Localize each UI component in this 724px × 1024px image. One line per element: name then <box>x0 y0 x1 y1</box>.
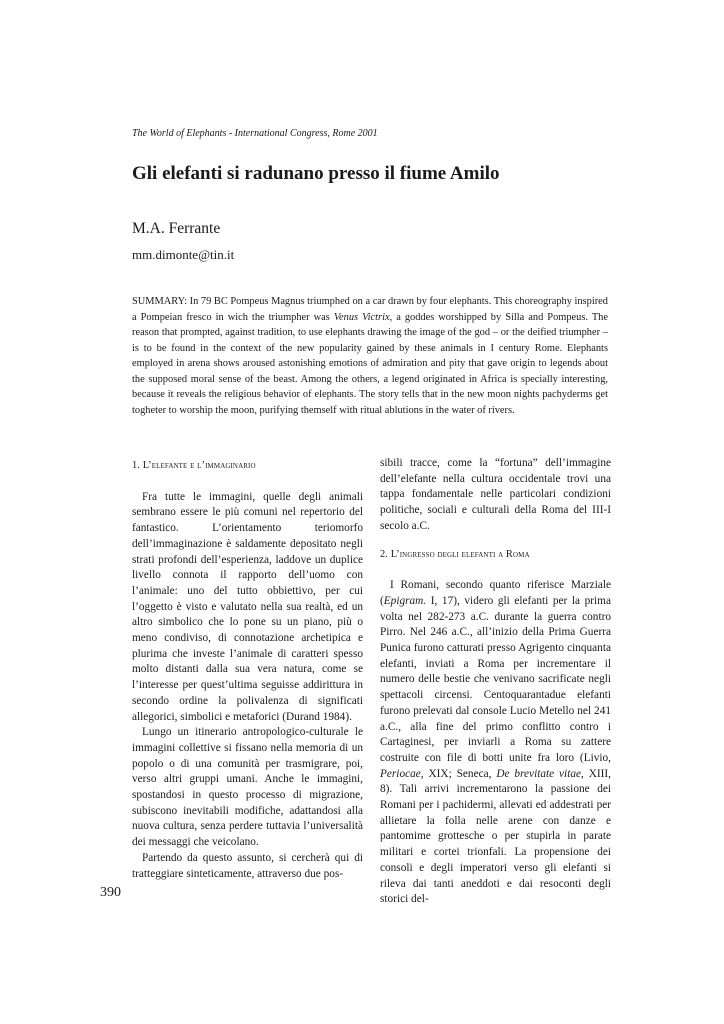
paragraph: Lungo un itinerario antropologico-culturale le immagini collettive si fissano nella memoria di un popolo o di una comunità per trasmigrare, poi, verso altri gruppi umani. Anche le immagini, spostandosi in questo processo di migrazione, subiscono inevitabili modifiche, adattandosi alla nuova cultura, senza perdere tuttavia l’universalità dei messaggi che veicolano. <box>132 726 363 849</box>
text-run: I Romani, secondo quanto riferisce Marziale ( <box>380 579 611 607</box>
paragraph: Fra tutte le immagini, quelle degli animali sembrano essere le più comuni nel repertorio del fantastico. L’orientamento teriomorfo dell’immaginazione è saldamente depositato negli strati profondi dell’esperienza, laddove un duplice livello connota il rapporto dell’uomo con l’animale: uno del tutto obbiettivo, per cui l’oggetto è visto e valutato nella sua realtà, ed un altro simbolico che lo pone su un piano, più o meno condiviso, di connotazione archetipica e plurima che investe l’animale di caratteri spesso molto distanti dalla sua vera natura, come se l’interesse per quest’ultima seguisse addirittura in secondo ordine la polivalenza di significati allegorici, simbolici e metaforici (Durand 1984). <box>132 490 363 723</box>
text-run: I, 17), videro gli elefanti per la prima volta nel 282-273 a.C. durante la guerra contro Pirro. Nel 246 a.C., all’inizio della Prima Guerra Punica furono catturati presso Agrigento cinquanta elefanti, inviati a Roma per incrementare il numero delle bestie che venivano sacrificate negli spettacoli circensi. Centoquarantadue elefanti furono prelevati dal console Lucio Metello nel 241 a.C., alla fine del primo conflitto contro i Cartaginesi, per inviarli a Roma su zattere costruite con file di botti unite fra loro (Livio, <box>380 594 611 764</box>
paragraph-continuation: sibili tracce, come la “fortuna” dell’immagine dell’elefante nella cultura occidentale trovi una tappa fondamentale nelle particolari condizioni politiche, sociali e culturali della Roma del III-I secolo a.C. <box>380 457 611 532</box>
text-run: , XIII, 8). Tali arrivi incrementarono la passione dei Romani per i pachidermi, allevati ed addestrati per allietare la folla nelle arene con danze e pantomime grottesche o per stupirla in parate militari e cortei trionfali. La propensione dei consoli e degli imperatori verso gli elefanti si rileva dai tanti aneddoti e dai resoconti degli storici del- <box>380 767 612 906</box>
left-column <box>132 456 363 882</box>
paragraph: Partendo da questo assunto, si cercherà qui di tratteggiare sinteticamente, attraverso due pos- <box>132 851 363 880</box>
summary-text-2: , a goddes worshipped by Silla and Pompeus. The reason that prompted, against tradition, to use elephants drawing the image of the god – or the deified triumpher – is to be found in the context of the new popularity gained by these animals in I century Rome. Elephants employed in arena shows aroused astonishing emotions of admiration and pity that gave origin to legends about the supposed moral sense of the beast. Among the others, a legend originated in Africa is specially interesting, because it reveals the religious behavior of elephants. The story tells that in the new moon nights pachyderms get togheter to worship the moon, purifying themself with ritual ablutions in the water of rivers. <box>132 311 608 416</box>
author-email: mm.dimonte@tin.it <box>132 247 235 262</box>
page-number: 390 <box>100 885 121 900</box>
summary-venus-victrix: Venus Victrix <box>333 311 390 323</box>
running-head: The World of Elephants - International Congress, Rome 2001 <box>132 128 378 139</box>
citation-epigram: Epigram. <box>383 594 427 607</box>
section-heading-2: 2. L’ingresso degli elefanti a Roma <box>380 548 530 560</box>
citation-periocae: Periocae <box>380 767 421 780</box>
section-heading-1: 1. L’elefante e l’immaginario <box>132 460 256 471</box>
paragraph <box>380 578 611 908</box>
article-title: Gli elefanti si radunano presso il fiume Amilo <box>132 163 500 184</box>
citation-brevitate: De brevitate vitae <box>496 767 582 780</box>
summary-abstract <box>132 294 608 418</box>
summary-text-1: SUMMARY: In 79 BC Pompeus Magnus triumphed on a car drawn by four elephants. This choreography inspired a Pompeian fresco in wich the triumpher was <box>132 296 608 323</box>
right-column <box>380 456 611 908</box>
author-name: M.A. Ferrante <box>132 220 221 237</box>
text-run: , XIX; Seneca, <box>420 767 497 780</box>
